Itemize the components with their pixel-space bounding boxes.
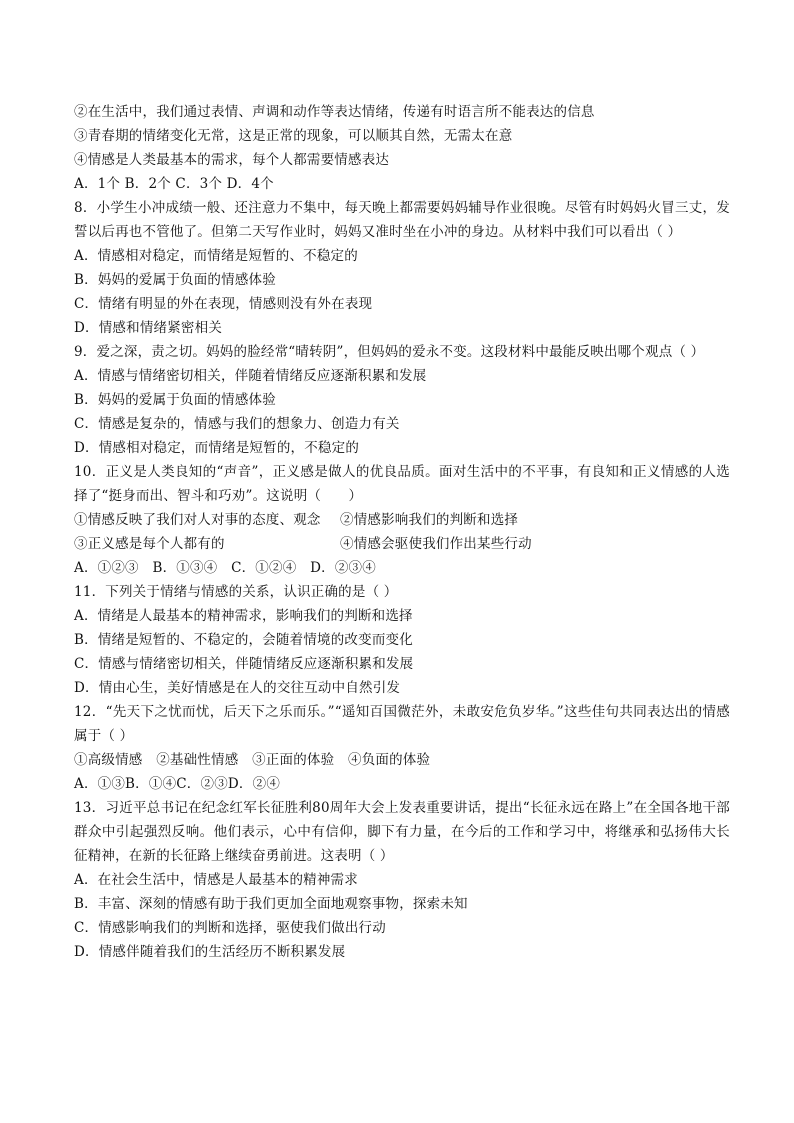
q8-option-a: A．情感相对稳定，而情绪是短暂的、不稳定的 (74, 248, 358, 264)
q10-items-row-1 (74, 508, 730, 532)
q12-answers: A．①③B．①④C．②③D．②④ (74, 776, 281, 792)
q9-option-c: C．情感是复杂的，情感与我们的想象力、创造力有关 (74, 416, 400, 432)
q13-option-c: C．情感影响我们的判断和选择，驱使我们做出行动 (74, 920, 386, 936)
q9-stem: 9．爱之深，责之切。妈妈的脸经常“晴转阴”，但妈妈的爱永不变。这段材料中最能反映出哪个观点（ ） (74, 344, 705, 360)
q11-option-b: B．情绪是短暂的、不稳定的，会随着情境的改变而变化 (74, 632, 413, 648)
q7-item-3: ③青春期的情绪变化无常，这是正常的现象，可以顺其自然，无需太在意 (74, 128, 513, 144)
q7-answers: A．1个 B．2个 C．3个 D．4个 (74, 176, 274, 192)
q10-item-4: ④情感会驱使我们作出某些行动 (340, 536, 532, 552)
q11-option-a: A．情绪是人最基本的精神需求，影响我们的判断和选择 (74, 608, 413, 624)
q11-option-d: D．情由心生，美好情感是在人的交往互动中自然引发 (74, 680, 401, 696)
q11-option-c: C．情感与情绪密切相关，伴随情绪反应逐渐积累和发展 (74, 656, 414, 672)
q10-items-row-2 (74, 532, 730, 556)
q8-stem: 8．小学生小冲成绩一般、还注意力不集中，每天晚上都需要妈妈辅导作业很晚。尽管有时妈妈火冒三丈，发誓以后再也不管他了。但第二天写作业时，妈妈又准时坐在小冲的身边。从材料中我们可以看出（ ） (74, 200, 730, 240)
q7-item-2: ②在生活中，我们通过表情、声调和动作等表达情绪，传递有时语言所不能表达的信息 (74, 104, 595, 120)
q13-stem: 13．习近平总书记在纪念红军长征胜利80周年大会上发表重要讲话，提出“长征永远在路上”在全国各地干部群众中引起强烈反响。他们表示，心中有信仰，脚下有力量，在今后的工作和学习中，将继承和弘扬伟大长征精神，在新的长征路上继续奋勇前进。这表明（ ） (74, 800, 730, 864)
q13-option-a: A．在社会生活中，情感是人最基本的精神需求 (74, 872, 358, 888)
q9-option-d: D．情感相对稳定，而情绪是短暂的，不稳定的 (74, 440, 360, 456)
question-content (74, 100, 730, 964)
q13-option-d: D．情感伴随着我们的生活经历不断积累发展 (74, 944, 346, 960)
q10-stem: 10．正义是人类良知的“声音”，正义感是做人的优良品质。面对生活中的不平事，有良知和正义情感的人选择了“挺身而出、智斗和巧劝”。这说明（ ） (74, 464, 730, 504)
q9-option-b: B．妈妈的爱属于负面的情感体验 (74, 392, 276, 408)
q11-stem: 11．下列关于情绪与情感的关系，认识正确的是（ ） (74, 584, 398, 600)
q8-option-c: C．情绪有明显的外在表现，情感则没有外在表现 (74, 296, 373, 312)
q7-item-4: ④情感是人类最基本的需求，每个人都需要情感表达 (74, 152, 390, 168)
q13-option-b: B．丰富、深刻的情感有助于我们更加全面地观察事物，探索未知 (74, 896, 468, 912)
q10-item-1: ①情感反映了我们对人对事的态度、观念 (74, 512, 321, 528)
q9-option-a: A．情感与情绪密切相关，伴随着情绪反应逐渐积累和发展 (74, 368, 427, 384)
q10-item-2: ②情感影响我们的判断和选择 (340, 512, 519, 528)
q12-items: ①高级情感 ②基础性情感 ③正面的体验 ④负面的体验 (74, 752, 431, 768)
q10-item-3: ③正义感是每个人都有的 (74, 536, 225, 552)
q10-answers: A．①②③ B．①③④ C．①②④ D．②③④ (74, 560, 376, 576)
q12-stem: 12．“先天下之忧而忧，后天下之乐而乐。”“遥知百国微茫外，未敢安危负岁华。”这些佳句共同表达出的情感属于（ ） (74, 704, 730, 744)
q8-option-d: D．情感和情绪紧密相关 (74, 320, 223, 336)
q8-option-b: B．妈妈的爱属于负面的情感体验 (74, 272, 276, 288)
